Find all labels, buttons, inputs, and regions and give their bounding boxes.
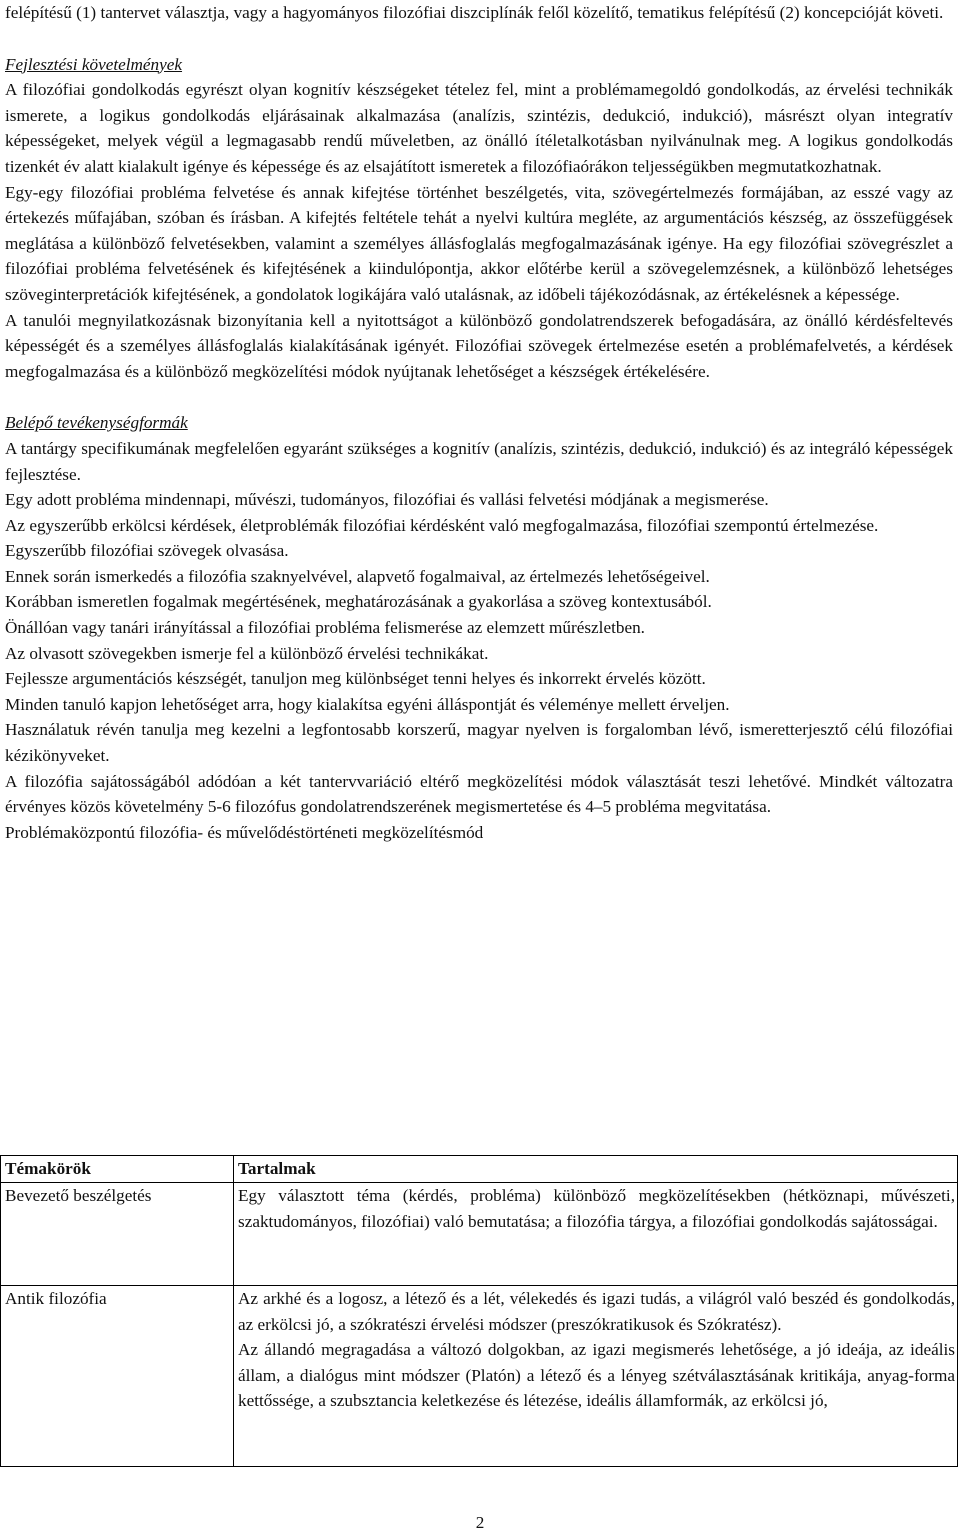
- table-content-cell: [234, 1286, 958, 1467]
- section-heading-belepo: Belépő tevékenységformák: [5, 413, 188, 433]
- table-header-cell: Témakörök: [1, 1156, 234, 1183]
- paragraph: Minden tanuló kapjon lehetőséget arra, hogy kialakítsa egyéni álláspontját és véleménye mellett érveljen.: [5, 694, 730, 714]
- paragraph: Ennek során ismerkedés a filozófia szaknyelvével, alapvető fogalmaival, az értelmezés lehetőségeivel.: [5, 566, 710, 586]
- spacer: [5, 26, 953, 52]
- table-header-row: [1, 1156, 958, 1183]
- section-heading-fejlesztesi: Fejlesztési követelmények: [5, 54, 183, 74]
- page-number: 2: [475, 1513, 485, 1532]
- paragraph: Önállóan vagy tanári irányítással a filozófiai probléma felismerése az elemzett műrészletben.: [5, 618, 645, 638]
- paragraph: Használatuk révén tanulja meg kezelni a legfontosabb korszerű, magyar nyelven is forgalomban lévő, ismeretterjesztő célú filozófiai kézikönyveket.: [5, 720, 953, 766]
- table-header-cell: Tartalmak: [234, 1156, 958, 1183]
- table-topic-cell: Antik filozófia: [1, 1286, 234, 1467]
- table-content-text: Az állandó megragadása a változó dolgokban, az igazi megismerés lehetősége, a jó ideája, az ideális állam, a dialógus mint módszer (Platón) a létező és a lényeg szétválasztásának kritikája, anyag-forma kettőssége, a szubsztancia keletkezése és létezése, ideális államformák, az erkölcsi jó,: [238, 1340, 955, 1411]
- paragraph: Az olvasott szövegekben ismerje fel a különböző érvelési technikákat.: [5, 643, 489, 663]
- intro-paragraph: felépítésű (1) tantervet választja, vagy a hagyományos filozófiai diszciplínák felől közelítő, tematikus felépítésű (2) koncepcióját követi.: [5, 3, 944, 22]
- paragraph: A filozófiai gondolkodás egyrészt olyan kognitív készségeket tételez fel, mint a problémamegoldó gondolkodás, az érvelési technikák ismerete, a logikus gondolkodás eljárásainak alkalmazása (analízis, szintézis, dedukció, indukció), másrészt olyan integratív képességeket, melyek végül a legmagasabb rendű műveletben, az önálló ítéletalkotásban nyilvánulnak meg. A logikus gondolkodás tizenkét év alatt kialakult igénye és képessége és az elsajátított ismeretek a filozófiaórákon teljességükben megmutatkozhatnak.: [5, 80, 953, 176]
- topics-table: [0, 1155, 958, 1467]
- table-content-text: Az arkhé és a logosz, a létező és a lét, vélekedés és igazi tudás, a világról való beszéd és gondolkodás, az erkölcsi jó, a szókratészi érvelési módszer (preszókratikusok és Szókratész).: [238, 1289, 955, 1334]
- paragraph: Egyszerűbb filozófiai szövegek olvasása.: [5, 541, 289, 561]
- document-page: [5, 0, 953, 845]
- paragraph: A tanulói megnyilatkozásnak bizonyítania kell a nyitottságot a különböző gondolatrendszerek befogadására, az önálló kérdésfeltevés képességét és a személyes állásfoglalás kialakításának igényét. Filozófiai szövegek értelmezése esetén a problémafelvetés, a kérdések megfogalmazása és a különböző megközelítési módok nyújtanak lehetőséget a készségek értékelésére.: [5, 310, 953, 381]
- paragraph: Korábban ismeretlen fogalmak megértésének, meghatározásának a gyakorlása a szöveg kontextusából.: [5, 592, 712, 612]
- paragraph: Egy adott probléma mindennapi, művészi, tudományos, filozófiai és vallási felvetési módjának a megismerése.: [5, 490, 769, 510]
- spacer: [5, 384, 953, 410]
- paragraph: A tantárgy specifikumának megfelelően egyaránt szükséges a kognitív (analízis, szintézis, dedukció, indukció) és az integráló képességek fejlesztése.: [5, 438, 953, 484]
- table-row: [1, 1183, 958, 1286]
- paragraph: Egy-egy filozófiai probléma felvetése és annak kifejtése történhet beszélgetés, vita, szövegértelmezés formájában, az esszé vagy az értekezés műfajában, szóban és írásban. A kifejtés feltétele tehát a nyelvi kultúra megléte, az argumentációs készség, az összefüggések meglátása a különböző felvetésekben, valamint a személyes állásfoglalás megfogalmazásának igénye. Ha egy filozófiai szövegrészlet a filozófiai probléma felvetésének és kifejtésének a kiindulópontja, akkor előtérbe kerül a szövegelemzésnek, a különböző lehetséges szöveginterpretációk kifejtésének, a gondolatok logikájára való utalásnak, az időbeli tájékozódásnak, az értékelésnek a képessége.: [5, 182, 953, 304]
- paragraph: Problémaközpontú filozófia- és művelődéstörténeti megközelítésmód: [5, 822, 484, 842]
- paragraph: Fejlessze argumentációs készségét, tanuljon meg különbséget tenni helyes és inkorrekt érvelés között.: [5, 669, 706, 689]
- table-row: [1, 1286, 958, 1467]
- table-topic-cell: Bevezető beszélgetés: [1, 1183, 234, 1286]
- table-content-cell: [234, 1183, 958, 1286]
- paragraph: A filozófia sajátosságából adódóan a két tantervvariáció eltérő megközelítési módok választását teszi lehetővé. Mindkét változatra érvényes közös követelmény 5-6 filozófus gondolatrendszerének megismertetése és 4–5 probléma megvitatása.: [5, 771, 953, 817]
- paragraph: Az egyszerűbb erkölcsi kérdések, életproblémák filozófiai kérdésként való megfogalmazása, filozófiai szempontú értelmezése.: [5, 515, 879, 535]
- table-content-text: Egy választott téma (kérdés, probléma) különböző megközelítésekben (hétköznapi, művészeti, szaktudományos, filozófiai) való bemutatása; a filozófia tárgya, a filozófiai gondolkodás sajátosságai.: [238, 1186, 955, 1231]
